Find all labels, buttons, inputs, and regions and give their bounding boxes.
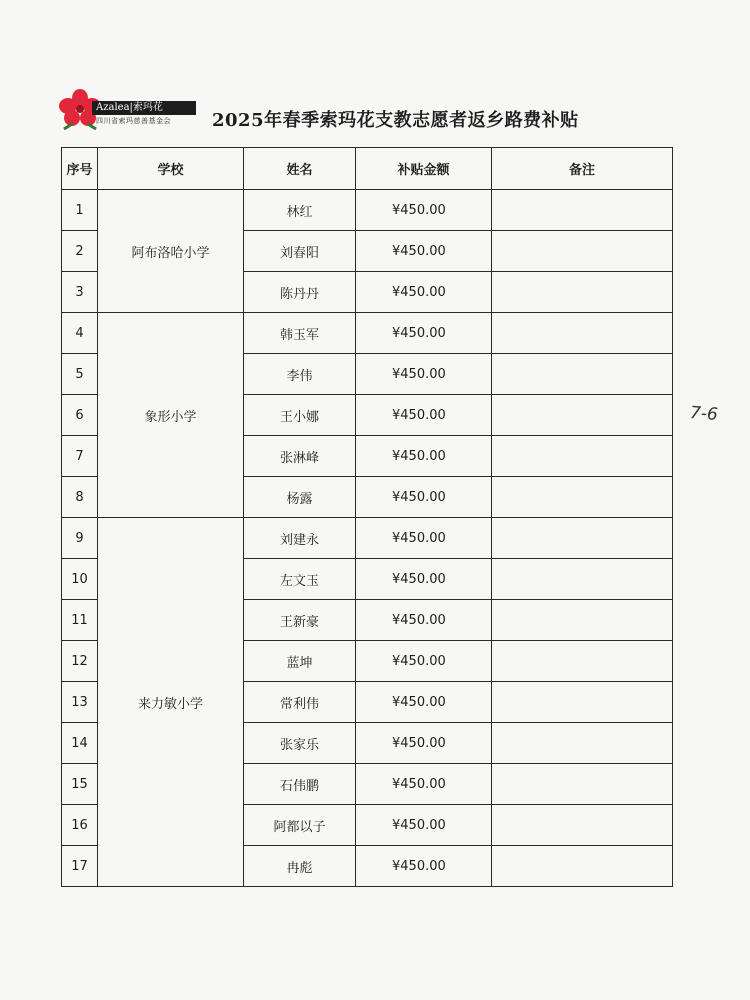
row-note — [492, 682, 673, 723]
row-note — [492, 436, 673, 477]
row-note — [492, 231, 673, 272]
row-note — [492, 805, 673, 846]
row-note — [492, 723, 673, 764]
row-name: 石伟鹏 — [244, 764, 356, 805]
table-header-row — [62, 148, 673, 190]
row-seq: 12 — [62, 641, 98, 682]
row-name: 常利伟 — [244, 682, 356, 723]
row-note — [492, 846, 673, 887]
row-name: 刘春阳 — [244, 231, 356, 272]
row-amount: ¥450.00 — [356, 805, 492, 846]
row-name: 左文玉 — [244, 559, 356, 600]
header-amount: 补贴金额 — [356, 148, 492, 190]
school-cell: 阿布洛哈小学 — [98, 190, 244, 313]
row-amount: ¥450.00 — [356, 682, 492, 723]
row-amount: ¥450.00 — [356, 723, 492, 764]
row-name: 冉彪 — [244, 846, 356, 887]
row-name: 杨露 — [244, 477, 356, 518]
row-amount: ¥450.00 — [356, 641, 492, 682]
row-seq: 14 — [62, 723, 98, 764]
row-seq: 3 — [62, 272, 98, 313]
row-amount: ¥450.00 — [356, 764, 492, 805]
header-note: 备注 — [492, 148, 673, 190]
row-seq: 13 — [62, 682, 98, 723]
row-amount: ¥450.00 — [356, 354, 492, 395]
row-seq: 10 — [62, 559, 98, 600]
row-seq: 5 — [62, 354, 98, 395]
header-seq: 序号 — [62, 148, 98, 190]
row-name: 刘建永 — [244, 518, 356, 559]
row-note — [492, 641, 673, 682]
row-name: 李伟 — [244, 354, 356, 395]
logo-org-text: 四川省索玛慈善基金会 — [96, 117, 171, 125]
row-note — [492, 518, 673, 559]
row-note — [492, 764, 673, 805]
school-cell: 象形小学 — [98, 313, 244, 518]
row-name: 王新豪 — [244, 600, 356, 641]
handwritten-note: 7-6 — [689, 403, 719, 425]
row-seq: 9 — [62, 518, 98, 559]
header-school: 学校 — [98, 148, 244, 190]
school-cell: 来力敏小学 — [98, 518, 244, 887]
table-row — [62, 313, 673, 354]
row-name: 林红 — [244, 190, 356, 231]
row-seq: 17 — [62, 846, 98, 887]
row-amount: ¥450.00 — [356, 272, 492, 313]
row-name: 韩玉军 — [244, 313, 356, 354]
row-amount: ¥450.00 — [356, 436, 492, 477]
row-note — [492, 272, 673, 313]
row-seq: 4 — [62, 313, 98, 354]
row-note — [492, 559, 673, 600]
header-name: 姓名 — [244, 148, 356, 190]
row-seq: 1 — [62, 190, 98, 231]
row-seq: 16 — [62, 805, 98, 846]
row-seq: 15 — [62, 764, 98, 805]
row-amount: ¥450.00 — [356, 846, 492, 887]
row-seq: 7 — [62, 436, 98, 477]
row-note — [492, 477, 673, 518]
foundation-logo — [58, 88, 198, 130]
row-name: 陈丹丹 — [244, 272, 356, 313]
logo-brand-text: Azalea|索玛花 — [92, 101, 196, 115]
row-note — [492, 354, 673, 395]
row-amount: ¥450.00 — [356, 190, 492, 231]
row-note — [492, 395, 673, 436]
row-seq: 2 — [62, 231, 98, 272]
row-name: 张家乐 — [244, 723, 356, 764]
row-name: 蓝坤 — [244, 641, 356, 682]
row-seq: 11 — [62, 600, 98, 641]
row-name: 王小娜 — [244, 395, 356, 436]
page-title: 2025年春季索玛花支教志愿者返乡路费补贴 — [212, 110, 579, 131]
subsidy-table — [61, 147, 673, 887]
row-amount: ¥450.00 — [356, 395, 492, 436]
row-amount: ¥450.00 — [356, 559, 492, 600]
row-note — [492, 313, 673, 354]
row-amount: ¥450.00 — [356, 477, 492, 518]
row-amount: ¥450.00 — [356, 231, 492, 272]
row-amount: ¥450.00 — [356, 600, 492, 641]
row-amount: ¥450.00 — [356, 518, 492, 559]
row-amount: ¥450.00 — [356, 313, 492, 354]
row-seq: 6 — [62, 395, 98, 436]
row-seq: 8 — [62, 477, 98, 518]
row-note — [492, 600, 673, 641]
row-name: 阿都以子 — [244, 805, 356, 846]
table-row — [62, 518, 673, 559]
row-name: 张淋峰 — [244, 436, 356, 477]
row-note — [492, 190, 673, 231]
table-row — [62, 190, 673, 231]
